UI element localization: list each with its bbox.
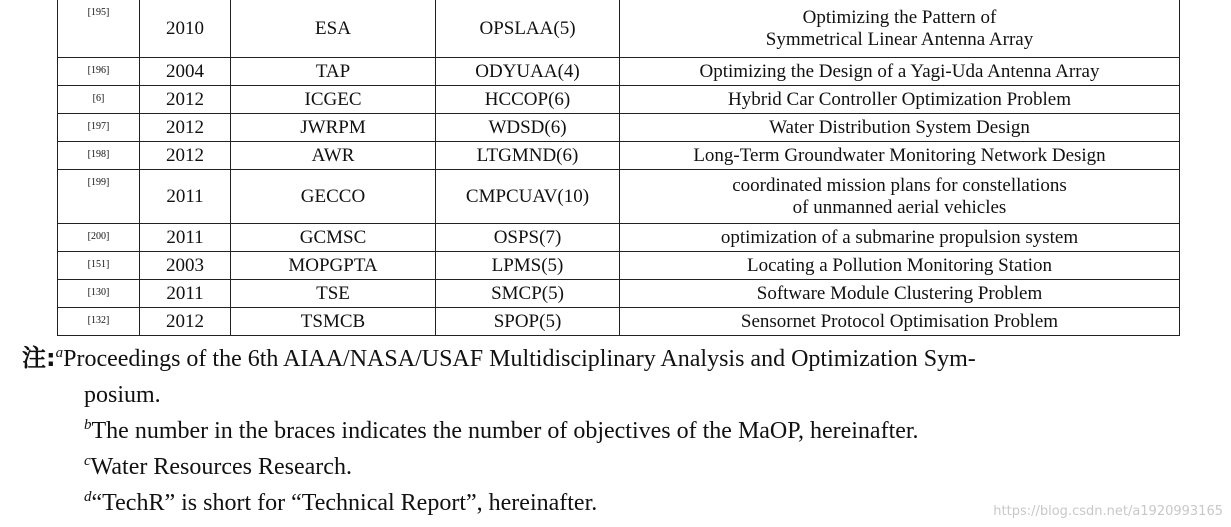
source-cell: TSE xyxy=(231,280,436,308)
year-cell: 2011 xyxy=(140,170,231,224)
ref-cell: [195] xyxy=(58,0,140,58)
year-cell: 2012 xyxy=(140,142,231,170)
ref-cell: [151] xyxy=(58,252,140,280)
description-cell xyxy=(620,170,1180,224)
table-row xyxy=(58,142,1180,170)
year-cell: 2010 xyxy=(140,0,231,58)
table-notes xyxy=(22,340,1212,521)
problem-cell: WDSD(6) xyxy=(436,114,620,142)
description-cell: Locating a Pollution Monitoring Station xyxy=(620,252,1180,280)
source-cell: GECCO xyxy=(231,170,436,224)
note-c xyxy=(22,449,1212,485)
source-cell: AWR xyxy=(231,142,436,170)
note-b-mark: b xyxy=(84,417,92,433)
year-cell: 2011 xyxy=(140,280,231,308)
note-a-continued: posium. xyxy=(84,382,161,408)
table-row xyxy=(58,252,1180,280)
note-a xyxy=(22,340,1212,377)
source-cell: MOPGPTA xyxy=(231,252,436,280)
table-row xyxy=(58,224,1180,252)
ref-cell: [197] xyxy=(58,114,140,142)
description-line: Symmetrical Linear Antenna Array xyxy=(765,28,1034,50)
note-a-text: Proceedings of the 6th AIAA/NASA/USAF Multidisciplinary Analysis and Optimization Sym- xyxy=(63,346,976,372)
year-cell: 2011 xyxy=(140,224,231,252)
problem-cell: OSPS(7) xyxy=(436,224,620,252)
table-row xyxy=(58,58,1180,86)
note-c-mark: c xyxy=(84,453,91,469)
ref-cell: [198] xyxy=(58,142,140,170)
source-cell: TSMCB xyxy=(231,308,436,336)
description-cell: Hybrid Car Controller Optimization Problem xyxy=(620,86,1180,114)
table-row xyxy=(58,114,1180,142)
ref-cell: [199] xyxy=(58,170,140,224)
note-c-text: Water Resources Research. xyxy=(90,454,352,480)
table-row xyxy=(58,308,1180,336)
year-cell: 2003 xyxy=(140,252,231,280)
watermark-text: https://blog.csdn.net/a1920993165 xyxy=(993,504,1223,519)
source-cell: JWRPM xyxy=(231,114,436,142)
note-d-mark: d xyxy=(84,489,92,505)
description-cell: Sensornet Protocol Optimisation Problem xyxy=(620,308,1180,336)
note-lead: 注: xyxy=(22,344,56,372)
source-cell: ESA xyxy=(231,0,436,58)
problem-cell: SPOP(5) xyxy=(436,308,620,336)
ref-cell: [132] xyxy=(58,308,140,336)
table-row xyxy=(58,86,1180,114)
ref-cell: [196] xyxy=(58,58,140,86)
table-row xyxy=(58,280,1180,308)
year-cell: 2004 xyxy=(140,58,231,86)
year-cell: 2012 xyxy=(140,114,231,142)
source-cell: GCMSC xyxy=(231,224,436,252)
description-cell: Optimizing the Design of a Yagi-Uda Antenna Array xyxy=(620,58,1180,86)
ref-cell: [6] xyxy=(58,86,140,114)
description-cell: optimization of a submarine propulsion system xyxy=(620,224,1180,252)
ref-cell: [130] xyxy=(58,280,140,308)
benchmark-table-container xyxy=(57,0,1179,336)
table-row xyxy=(58,0,1180,58)
benchmark-table xyxy=(57,0,1180,336)
note-a-mark: a xyxy=(55,345,64,361)
problem-cell: HCCOP(6) xyxy=(436,86,620,114)
note-d-text: “TechR” is short for “Technical Report”, hereinafter. xyxy=(91,490,598,516)
description-line: of unmanned aerial vehicles xyxy=(792,196,1007,218)
description-line: coordinated mission plans for constellations xyxy=(732,174,1067,196)
note-b-text: The number in the braces indicates the number of objectives of the MaOP, hereinafter. xyxy=(91,418,919,444)
source-cell: TAP xyxy=(231,58,436,86)
description-cell: Software Module Clustering Problem xyxy=(620,280,1180,308)
description-line: Optimizing the Pattern of xyxy=(802,6,997,28)
problem-cell: OPSLAA(5) xyxy=(436,0,620,58)
problem-cell: LPMS(5) xyxy=(436,252,620,280)
problem-cell: SMCP(5) xyxy=(436,280,620,308)
source-cell: ICGEC xyxy=(231,86,436,114)
description-cell: Long-Term Groundwater Monitoring Network Design xyxy=(620,142,1180,170)
description-cell: Water Distribution System Design xyxy=(620,114,1180,142)
problem-cell: CMPCUAV(10) xyxy=(436,170,620,224)
table-row xyxy=(58,170,1180,224)
description-cell xyxy=(620,0,1180,58)
table-body xyxy=(58,0,1180,336)
year-cell: 2012 xyxy=(140,86,231,114)
year-cell: 2012 xyxy=(140,308,231,336)
problem-cell: ODYUAA(4) xyxy=(436,58,620,86)
note-b xyxy=(22,413,1212,449)
problem-cell: LTGMND(6) xyxy=(436,142,620,170)
ref-cell: [200] xyxy=(58,224,140,252)
